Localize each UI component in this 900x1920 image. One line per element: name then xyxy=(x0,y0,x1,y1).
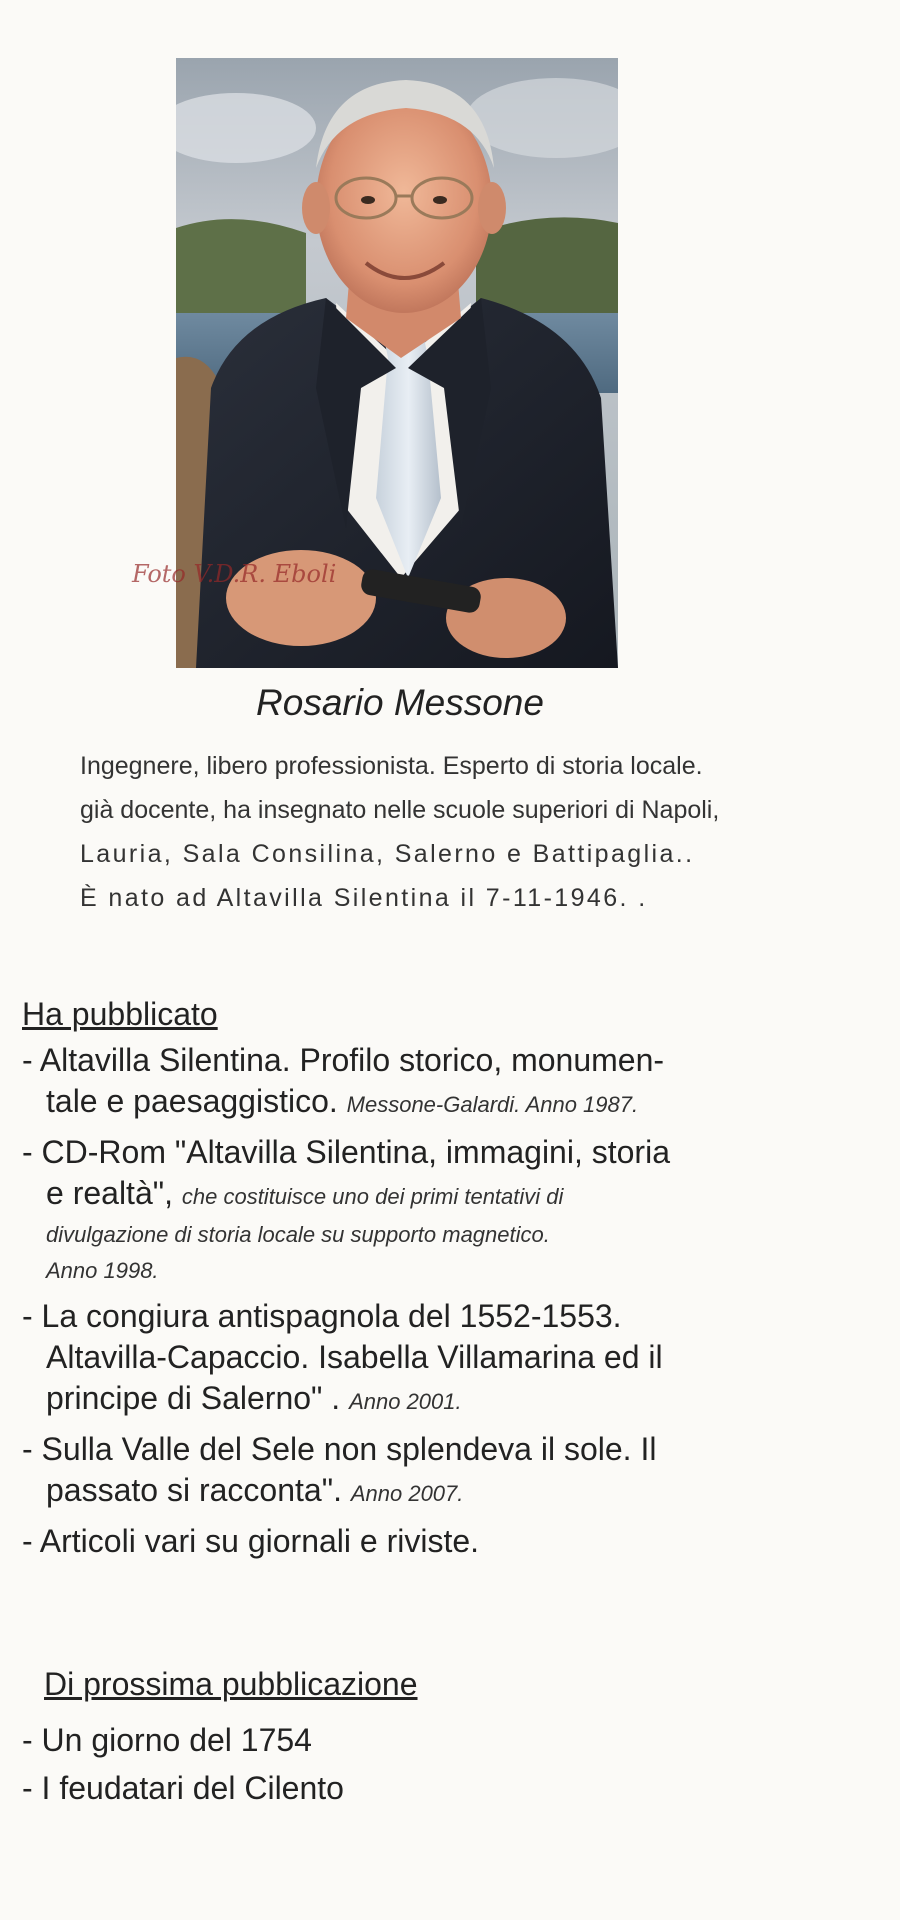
list-item: - I feudatari del Cilento xyxy=(22,1770,344,1806)
upcoming-title: Di prossima pubblicazione xyxy=(44,1666,418,1702)
item-text: tale e paesaggistico. xyxy=(46,1083,338,1119)
bio-line: già docente, ha insegnato nelle scuole superiori di Napoli, xyxy=(80,796,720,824)
item-note: Anno 2001. xyxy=(349,1389,462,1414)
upcoming-list xyxy=(22,1716,892,1812)
item-line: - La congiura antispagnola del 1552-1553. xyxy=(22,1298,622,1334)
item-line xyxy=(22,1378,892,1422)
list-item: - Un giorno del 1754 xyxy=(22,1722,312,1758)
item-line: Altavilla-Capaccio. Isabella Villamarina ed il xyxy=(46,1339,663,1375)
biography xyxy=(80,744,880,920)
item-line: - Sulla Valle del Sele non splendeva il sole. Il xyxy=(22,1431,657,1467)
item-text: e realtà", xyxy=(46,1175,173,1211)
item-note: Anno 2007. xyxy=(350,1481,464,1506)
person-name: Rosario Messone xyxy=(256,682,544,723)
bio-line: È nato ad Altavilla Silentina il 7-11-1946. . xyxy=(80,884,648,912)
item-note-line: divulgazione di storia locale su supporto magnetico. xyxy=(46,1222,550,1247)
list-item xyxy=(22,1132,892,1289)
item-text: principe di Salerno" . xyxy=(46,1380,341,1416)
bio-line: Lauria, Sala Consilina, Salerno e Battipaglia.. xyxy=(80,840,695,868)
list-item xyxy=(22,1521,892,1562)
publications-title: Ha pubblicato xyxy=(22,996,218,1032)
list-item xyxy=(22,1429,892,1514)
list-item xyxy=(22,1296,892,1422)
photo-watermark: Foto V.D.R. Eboli xyxy=(132,560,337,588)
item-line xyxy=(22,1081,892,1125)
item-note: Messone-Galardi. Anno 1987. xyxy=(346,1092,639,1117)
item-line: - CD-Rom "Altavilla Silentina, immagini, storia xyxy=(22,1134,670,1170)
item-text: passato si racconta". xyxy=(46,1472,342,1508)
list-item xyxy=(22,1040,892,1125)
item-note: che costituisce uno dei primi tentativi di xyxy=(181,1184,564,1209)
item-note-line: Anno 1998. xyxy=(46,1258,159,1283)
item-line xyxy=(22,1173,892,1217)
item-line xyxy=(22,1470,892,1514)
publications-list xyxy=(22,1040,892,1569)
bio-line: Ingegnere, libero professionista. Esperto di storia locale. xyxy=(80,752,703,780)
item-line: - Altavilla Silentina. Profilo storico, monumen- xyxy=(22,1042,665,1078)
item-line: - Articoli vari su giornali e riviste. xyxy=(22,1523,480,1559)
